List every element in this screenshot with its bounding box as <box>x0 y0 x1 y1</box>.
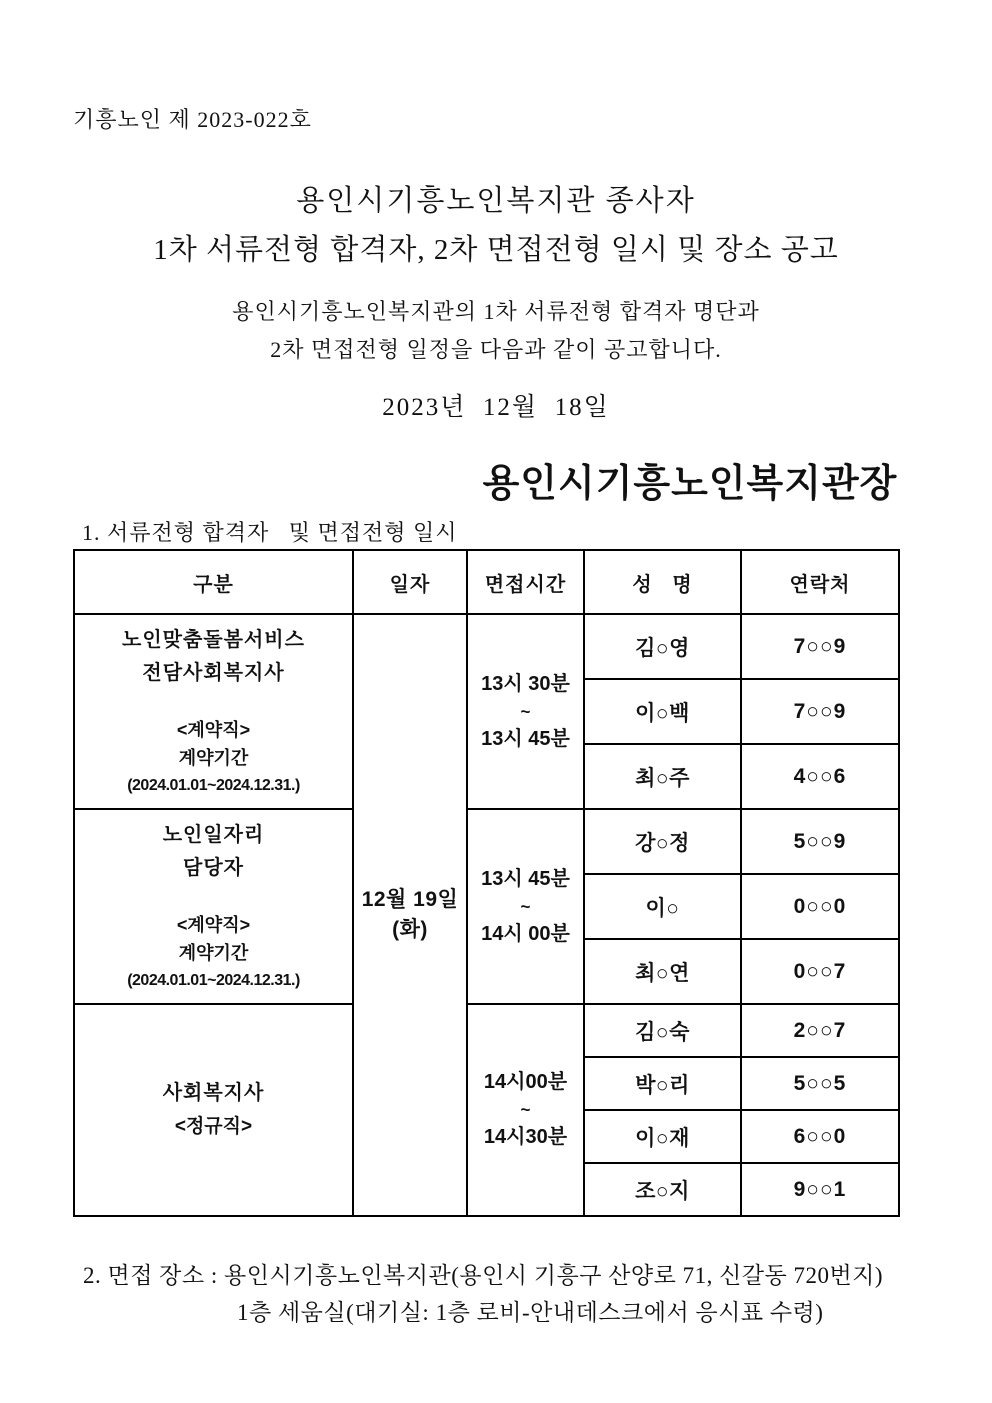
time-end: 14시30분 <box>483 1126 568 1148</box>
header-contact: 연락처 <box>741 550 899 614</box>
header-category: 구분 <box>74 550 353 614</box>
document-title-line1: 용인시기흥노인복지관 종사자 <box>296 185 696 217</box>
header-interview-time: 면접시간 <box>467 550 584 614</box>
applicant-name: 강○정 <box>584 809 741 874</box>
applicant-contact: 0○○7 <box>741 939 899 1004</box>
job-group-3-cell <box>74 1004 353 1216</box>
interview-time-cell-3 <box>467 1004 584 1216</box>
employment-type: <정규직> <box>174 1116 253 1137</box>
job-title: 노인맞춤돌봄서비스 <box>122 628 305 651</box>
table-row <box>74 614 899 679</box>
section2-location-line2: 1층 세움실(대기실: 1층 로비-안내데스크에서 응시표 수령) <box>237 1300 824 1325</box>
job-title: 담당자 <box>183 856 244 879</box>
interview-schedule-table <box>73 549 900 1217</box>
signatory-name: 용인시기흥노인복지관장 <box>482 463 898 505</box>
time-start: 13시 30분 <box>481 672 570 695</box>
intro-text-line1: 용인시기흥노인복지관의 1차 서류전형 합격자 명단과 <box>232 299 760 324</box>
applicant-contact: 6○○0 <box>741 1110 899 1163</box>
header-name: 성 명 <box>584 550 741 614</box>
interview-time-cell-2 <box>467 809 584 1004</box>
table-row <box>74 1004 899 1057</box>
applicant-name: 이○재 <box>584 1110 741 1163</box>
applicant-contact: 5○○9 <box>741 809 899 874</box>
applicant-contact: 7○○9 <box>741 679 899 744</box>
time-separator: ~ <box>520 896 531 916</box>
time-start: 14시00분 <box>483 1071 568 1093</box>
employment-type: <계약직> <box>176 914 251 935</box>
applicant-contact: 5○○5 <box>741 1057 899 1110</box>
time-end: 14시 00분 <box>481 922 570 945</box>
intro-text-line2: 2차 면접전형 일정을 다음과 같이 공고합니다. <box>270 337 722 362</box>
job-title: 노인일자리 <box>162 823 265 846</box>
announcement-date: 2023년 12월 18일 <box>382 394 610 421</box>
applicant-contact: 0○○0 <box>741 874 899 939</box>
job-group-1-cell <box>74 614 353 809</box>
table-header-row <box>74 550 899 614</box>
contract-period-value: (2024.01.01~2024.12.31.) <box>127 776 300 794</box>
applicant-contact: 7○○9 <box>741 614 899 679</box>
applicant-contact: 2○○7 <box>741 1004 899 1057</box>
employment-type: <계약직> <box>176 719 251 740</box>
applicant-contact: 4○○6 <box>741 744 899 809</box>
interview-day: (화) <box>392 918 428 941</box>
job-title: 사회복지사 <box>162 1082 265 1104</box>
applicant-name: 조○지 <box>584 1163 741 1216</box>
applicant-name: 박○리 <box>584 1057 741 1110</box>
time-separator: ~ <box>520 1100 531 1119</box>
contract-period-label: 계약기간 <box>178 942 249 963</box>
table-row <box>74 809 899 874</box>
interview-time-cell-1 <box>467 614 584 809</box>
header-date: 일자 <box>353 550 467 614</box>
job-title: 전담사회복지사 <box>142 661 285 684</box>
job-group-2-cell <box>74 809 353 1004</box>
section2-location-line1: 2. 면접 장소 : 용인시기흥노인복지관(용인시 기흥구 산양로 71, 신갈동 720번지) <box>83 1263 884 1288</box>
applicant-name: 이○백 <box>584 679 741 744</box>
document-title-line2: 1차 서류전형 합격자, 2차 면접전형 일시 및 장소 공고 <box>153 234 839 266</box>
applicant-name: 김○영 <box>584 614 741 679</box>
applicant-name: 김○숙 <box>584 1004 741 1057</box>
time-end: 13시 45분 <box>481 727 570 750</box>
time-start: 13시 45분 <box>481 867 570 890</box>
contract-period-value: (2024.01.01~2024.12.31.) <box>127 971 300 989</box>
section1-heading: 1. 서류전형 합격자 및 면접전형 일시 <box>82 520 458 545</box>
applicant-contact: 9○○1 <box>741 1163 899 1216</box>
applicant-name: 이○ <box>584 874 741 939</box>
contract-period-label: 계약기간 <box>178 747 249 768</box>
interview-date-cell <box>353 614 467 1216</box>
interview-date: 12월 19일 <box>361 888 459 911</box>
applicant-name: 최○연 <box>584 939 741 1004</box>
applicant-name: 최○주 <box>584 744 741 809</box>
document-number: 기흥노인 제 2023-022호 <box>73 107 312 132</box>
time-separator: ~ <box>520 701 531 721</box>
